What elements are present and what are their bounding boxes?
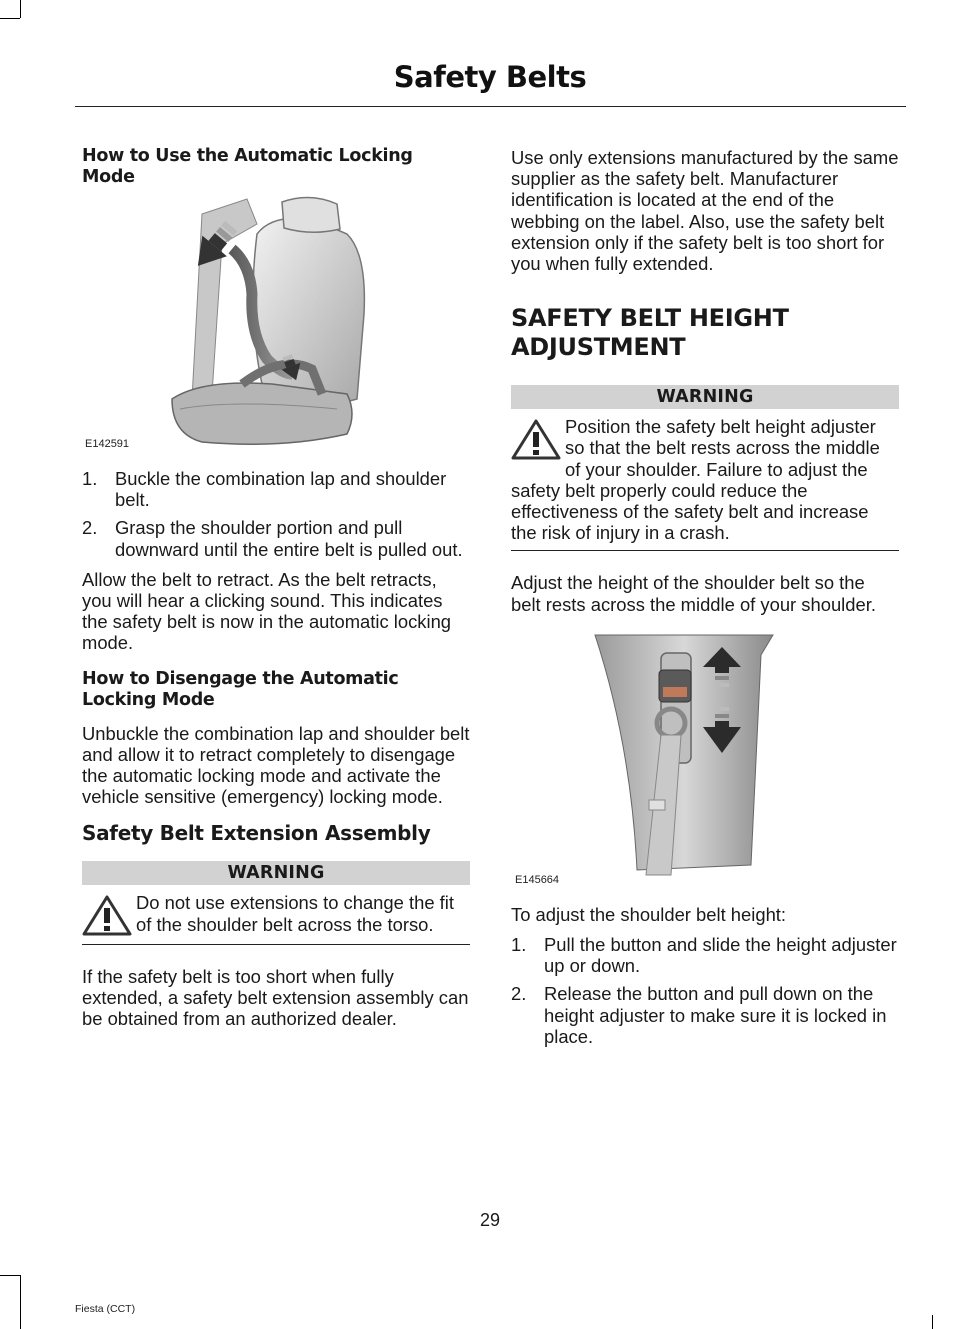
adjust-text: Adjust the height of the shoulder belt so the belt rests across the middle of your shoulder. [511,572,876,615]
crop-mark [20,1275,21,1329]
list-item: 2. Grasp the shoulder portion and pull downward until the entire belt is pulled out. [82,517,463,560]
crop-mark [0,18,20,19]
adjust-intro: To adjust the shoulder belt height: [511,903,787,925]
height-adjuster-figure [511,625,899,895]
figure-code: E145664 [515,873,560,886]
auto-lock-heading: How to Use the Automatic Locking Mode [82,146,413,187]
warning-text: Position the safety belt height adjuster so that the belt rests across the middle of your shoulder. Failure to adjust the safety belt properly could reduce the effectiveness of the safety belt and increase the risk of injury in a crash. [511,416,880,544]
height-adjust-heading: SAFETY BELT HEIGHT ADJUSTMENT [511,304,789,362]
warning-triangle-icon [511,418,561,460]
warning-rule [82,944,470,945]
left-column [82,146,470,1029]
warning-label: WARNING [511,385,899,409]
disengage-heading: How to Disengage the Automatic Locking Mode [82,668,399,710]
crop-mark [20,0,21,18]
warning-text: Do not use extensions to change the fit of the shoulder belt across the torso. [136,892,454,935]
list-item: 1. Pull the button and slide the height adjuster up or down. [511,934,897,977]
auto-lock-steps [82,468,470,560]
page-number: 29 [479,1210,501,1230]
footer-model: Fiesta (CCT) [75,1303,136,1315]
warning-rule [511,550,899,551]
warning-box [511,385,899,551]
warning-label: WARNING [82,861,470,885]
list-item: 1. Buckle the combination lap and shoulder belt. [82,468,447,511]
seat-belt-figure [82,194,470,452]
figure-code: E142591 [85,438,130,450]
extension-info: Use only extensions manufactured by the same supplier as the safety belt. Manufacturer identification is located at the end of the webbing on the label. Also, use the safety belt extension only if the safety belt is too short for you when fully extended. [511,147,899,275]
height-adjust-steps [511,934,899,1047]
page-title: Safety Belts [393,60,587,94]
disengage-text: Unbuckle the combination lap and shoulder belt and allow it to retract completely to disengage the automatic locking mode and activate the vehicle sensitive (emergency) locking mode. [82,722,470,808]
right-column [511,146,899,1047]
retract-text: Allow the belt to retract. As the belt retracts, you will hear a clicking sound. This indicates the safety belt is now in the automatic locking mode. [82,568,452,654]
crop-mark [0,1275,20,1276]
title-rule [75,106,906,107]
warning-box [82,861,470,944]
seat-illustration [82,194,470,452]
extension-heading: Safety Belt Extension Assembly [82,821,431,846]
extension-text: If the safety belt is too short when fully extended, a safety belt extension assembly can be obtained from an authorized dealer. [82,965,469,1030]
height-adjuster-illustration [511,625,899,895]
list-item: 2. Release the button and pull down on the height adjuster to make sure it is locked in place. [511,983,887,1047]
crop-mark [932,1315,933,1329]
warning-triangle-icon [82,894,132,936]
